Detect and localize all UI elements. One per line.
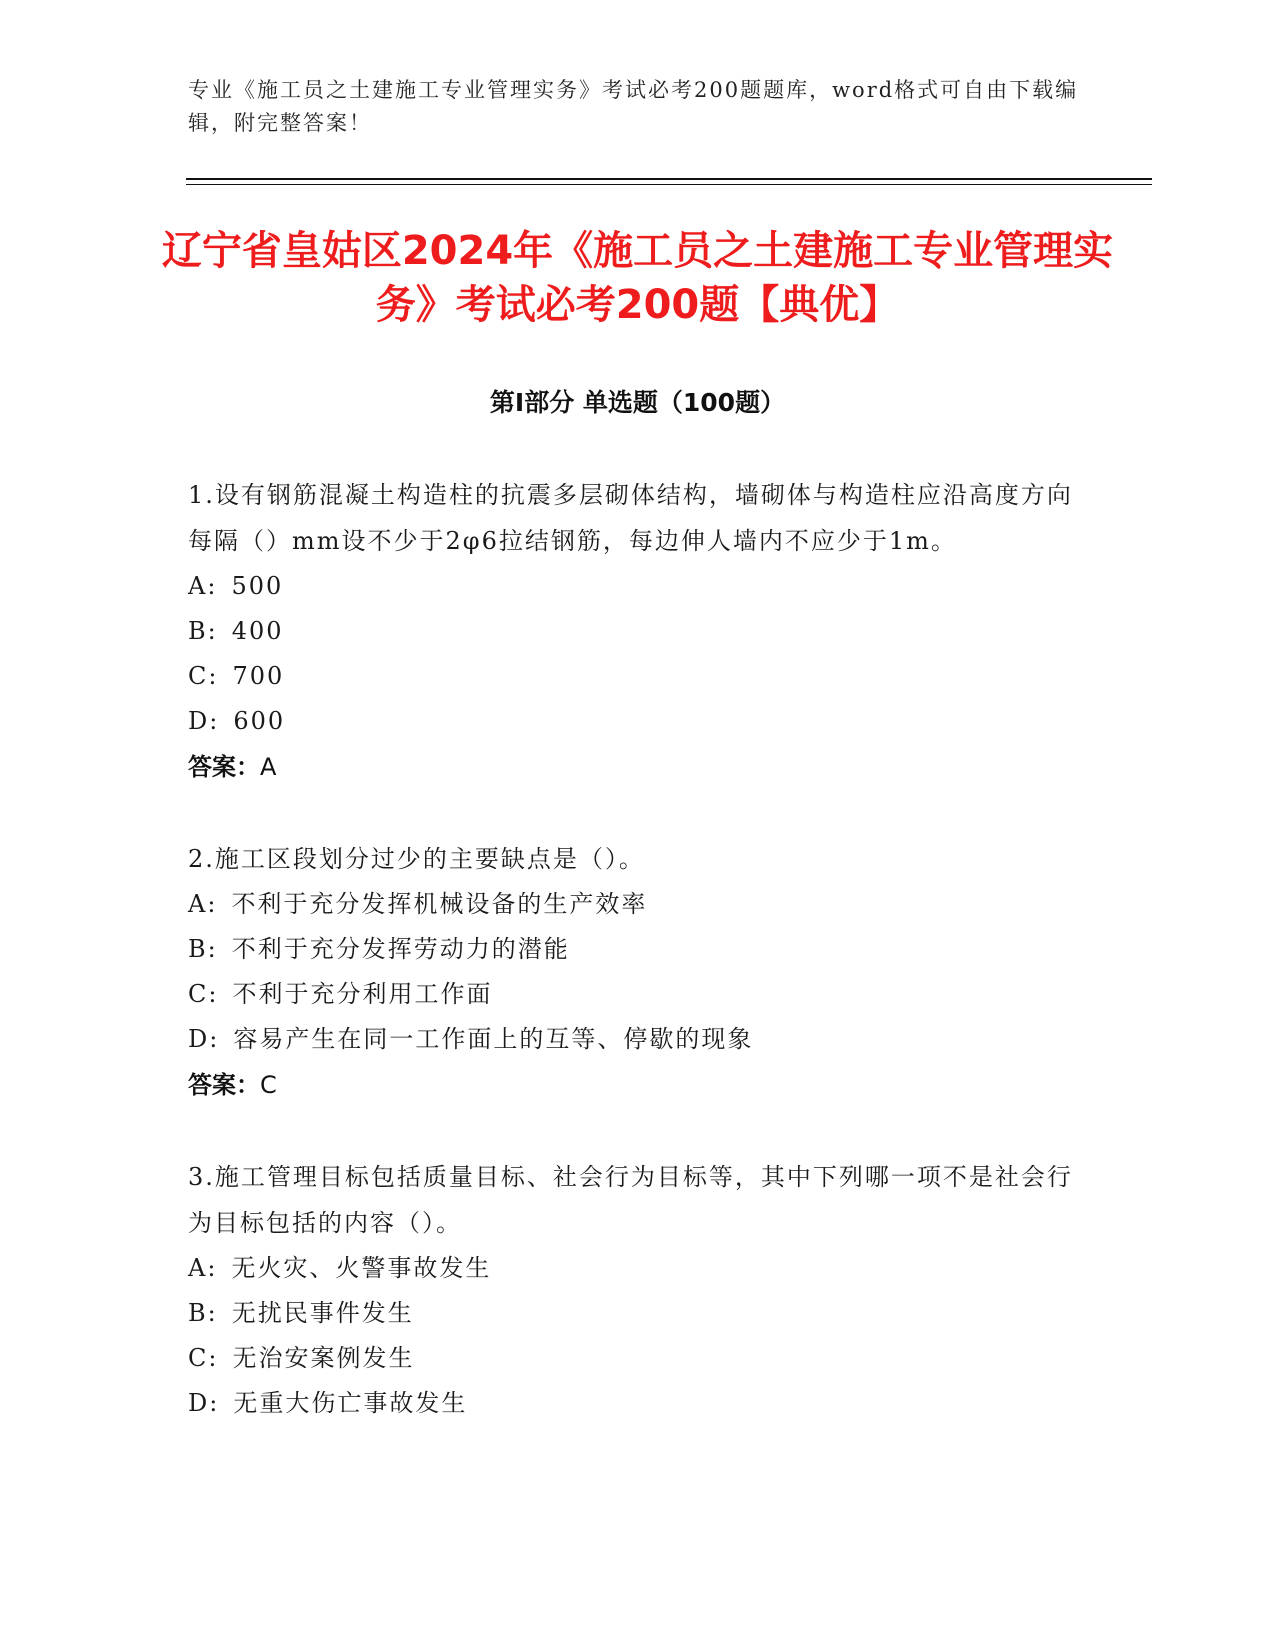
option-text: 700: [232, 662, 285, 690]
option-a: [188, 1246, 1088, 1291]
option-separator: :: [208, 980, 219, 1008]
option-letter: C: [188, 1344, 209, 1372]
answer-label: 答案：: [188, 753, 260, 781]
option-letter: C: [188, 662, 209, 690]
option-d: [188, 699, 1088, 744]
option-letter: C: [188, 980, 209, 1008]
option-c: [188, 654, 1088, 699]
answer-line: [188, 1062, 1088, 1108]
option-d: [188, 1017, 1088, 1062]
option-c: [188, 1336, 1088, 1381]
option-separator: :: [208, 662, 219, 690]
header-rule-thin: [186, 184, 1152, 185]
option-text: 400: [231, 617, 284, 645]
header-rule-thick: [186, 178, 1152, 180]
option-b: [188, 609, 1088, 654]
question-list: [188, 472, 1088, 1472]
document-title: 辽宁省皇姑区2024年《施工员之土建施工专业管理实务》考试必考200题【典优】: [161, 228, 1114, 328]
option-text: 500: [231, 572, 284, 600]
option-text: 容易产生在同一工作面上的互等、停歇的现象: [233, 1025, 754, 1053]
option-text: 无治安案例发生: [232, 1344, 415, 1372]
option-text: 不利于充分发挥劳动力的潜能: [231, 935, 570, 963]
option-a: [188, 564, 1088, 609]
option-separator: :: [209, 1389, 220, 1417]
question-text: 3.施工管理目标包括质量目标、社会行为目标等，其中下列哪一项不是社会行为目标包括的内容（）。: [188, 1163, 1073, 1237]
option-separator: :: [207, 617, 218, 645]
option-letter: A: [188, 572, 208, 600]
option-separator: :: [208, 1344, 219, 1372]
option-c: [188, 972, 1088, 1017]
section-title: 第Ⅰ部分 单选题（100题）: [489, 388, 786, 417]
answer-value: C: [260, 1071, 277, 1099]
option-separator: :: [207, 1254, 218, 1282]
option-separator: :: [209, 1025, 220, 1053]
option-separator: :: [207, 572, 218, 600]
question-text: 1.设有钢筋混凝土构造柱的抗震多层砌体结构，墙砌体与构造柱应沿高度方向每隔（）mm设不少于2φ6拉结钢筋，每边伸人墙内不应少于1m。: [188, 481, 1073, 555]
option-letter: B: [188, 617, 208, 645]
answer-value: A: [260, 753, 277, 781]
option-d: [188, 1381, 1088, 1426]
option-letter: A: [188, 1254, 208, 1282]
option-b: [188, 1291, 1088, 1336]
option-text: 无火灾、火警事故发生: [231, 1254, 492, 1282]
option-a: [188, 882, 1088, 927]
question-3: [188, 1154, 1088, 1426]
option-separator: :: [207, 890, 218, 918]
option-separator: :: [209, 707, 220, 735]
option-text: 不利于充分利用工作面: [232, 980, 493, 1008]
option-separator: :: [207, 1299, 218, 1327]
option-letter: D: [188, 1025, 210, 1053]
option-letter: B: [188, 935, 208, 963]
option-text: 无扰民事件发生: [231, 1299, 414, 1327]
question-2: [188, 836, 1088, 1108]
option-letter: A: [188, 890, 208, 918]
answer-line: [188, 744, 1088, 790]
option-letter: D: [188, 1389, 210, 1417]
option-letter: B: [188, 1299, 208, 1327]
option-b: [188, 927, 1088, 972]
question-text: 2.施工区段划分过少的主要缺点是（）。: [188, 845, 645, 873]
answer-label: 答案：: [188, 1071, 260, 1099]
question-1: [188, 472, 1088, 790]
header-note: 专业《施工员之土建施工专业管理实务》考试必考200题题库，word格式可自由下载编辑，附完整答案！: [188, 78, 1079, 135]
option-letter: D: [188, 707, 210, 735]
option-text: 600: [233, 707, 286, 735]
option-separator: :: [207, 935, 218, 963]
option-text: 不利于充分发挥机械设备的生产效率: [231, 890, 648, 918]
option-text: 无重大伤亡事故发生: [233, 1389, 468, 1417]
